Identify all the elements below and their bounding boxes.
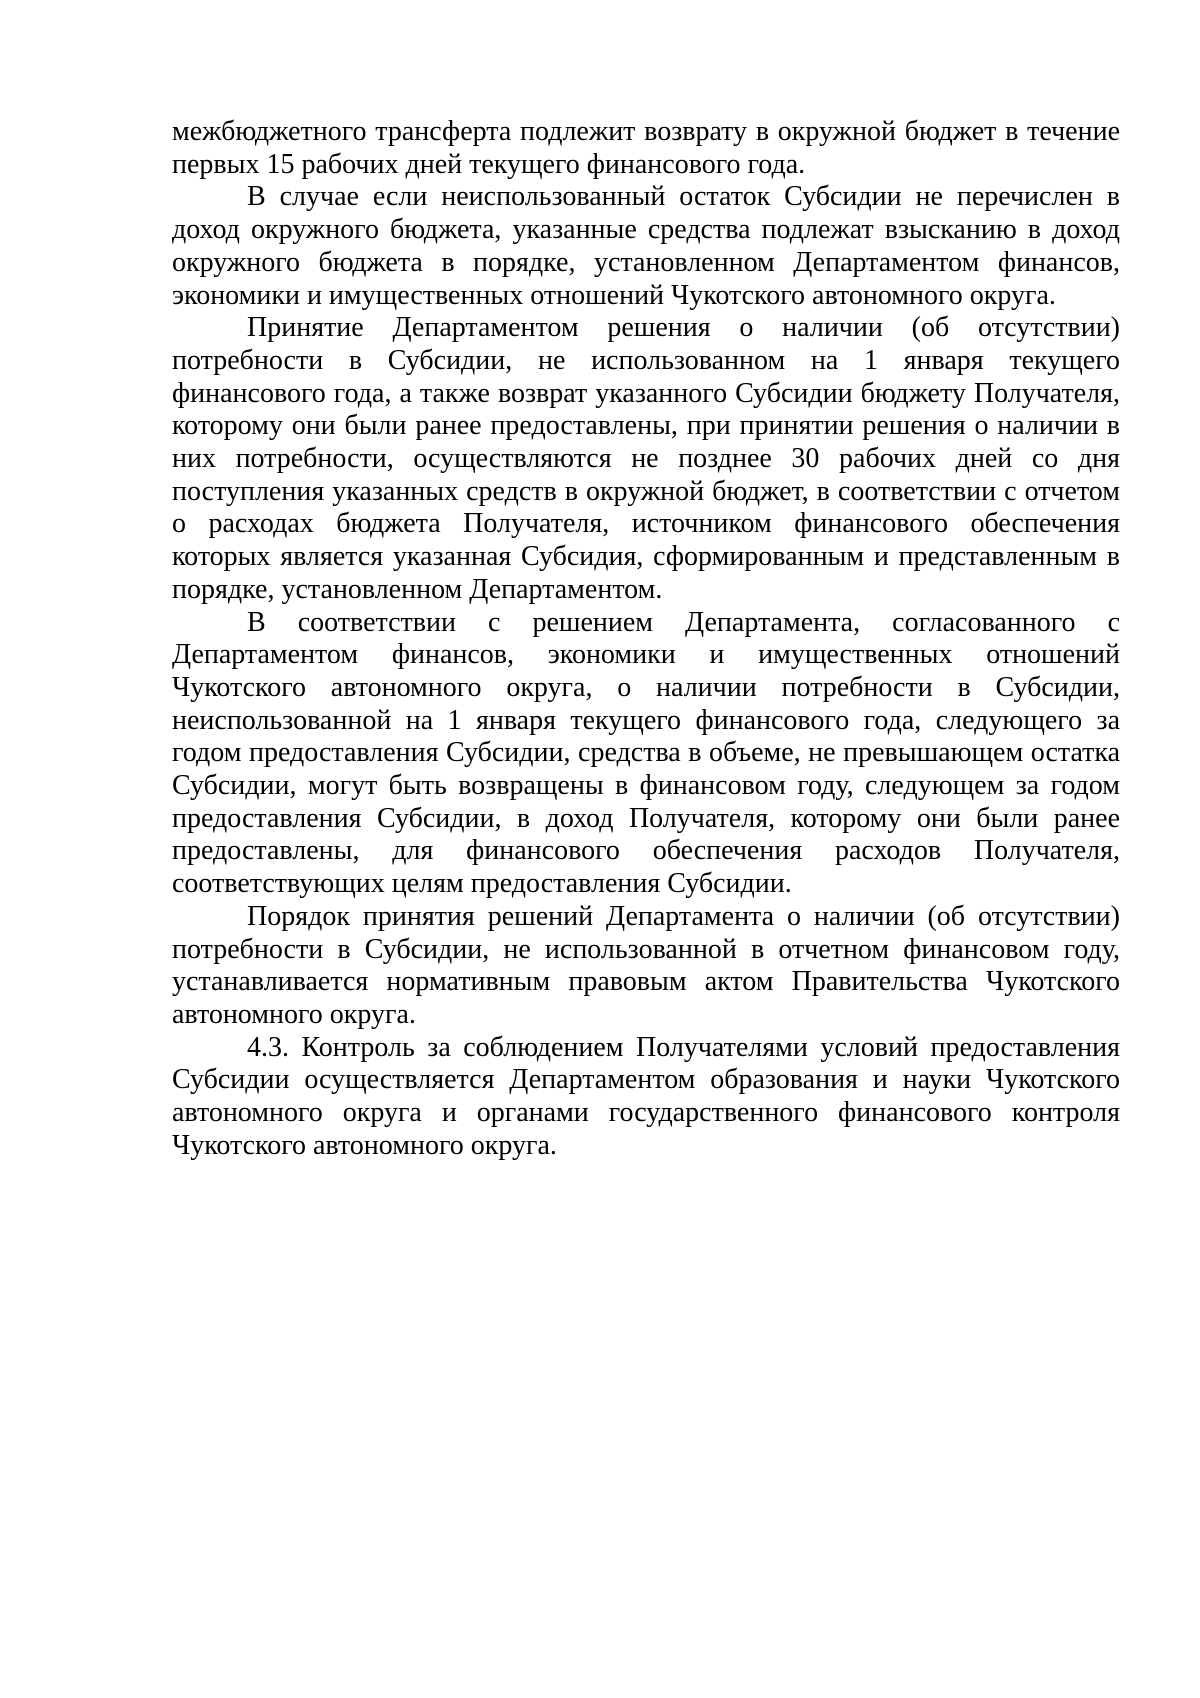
paragraph-control-4-3: 4.3. Контроль за соблюдением Получателями условий предоставления Субсидии осуществляется Департаментом образования и науки Чукотского автономного округа и органами государственного финансового контроля Чукотского автономного округа. [172, 1031, 1120, 1161]
paragraph-funds-return: В соответствии с решением Департамента, согласованного с Департаментом финансов, экономики и имущественных отношений Чукотского автономного округа, о наличии потребности в Субсидии, неиспользованной на 1 января текущего финансового года, следующего за годом предоставления Субсидии, средства в объеме, не превышающем остатка Субсидии, могут быть возвращены в финансовом году, следующем за годом предоставления Субсидии, в доход Получателя, которому они были ранее предоставлены, для финансового обеспечения расходов Получателя, соответствующих целям предоставления Субсидии. [172, 606, 1120, 900]
document-body [172, 116, 1120, 1163]
paragraph-transfer-return: межбюджетного трансферта подлежит возврату в окружной бюджет в течение первых 15 рабочих дней текущего финансового года. [172, 116, 1120, 180]
paragraph-need-decision: Принятие Департаментом решения о наличии (об отсутствии) потребности в Субсидии, не использованном на 1 января текущего финансового года, а также возврат указанного Субсидии бюджету Получателя, которому они были ранее предоставлены, при принятии решения о наличии в них потребности, осуществляются не позднее 30 рабочих дней со дня поступления указанных средств в окружной бюджет, в соответствии с отчетом о расходах бюджета Получателя, источником финансового обеспечения которых является указанная Субсидия, сформированным и представленным в порядке, установленном Департаментом. [172, 312, 1120, 605]
paragraph-unused-balance-recovery: В случае если неиспользованный остаток Субсидии не перечислен в доход окружного бюджета, указанные средства подлежат взысканию в доход окружного бюджета в порядке, установленном Департаментом финансов, экономики и имущественных отношений Чукотского автономного округа. [172, 181, 1120, 311]
paragraph-decision-procedure: Порядок принятия решений Департамента о наличии (об отсутствии) потребности в Субсидии, не использованной в отчетном финансовом году, устанавливается нормативным правовым актом Правительства Чукотского автономного округа. [172, 900, 1120, 1030]
